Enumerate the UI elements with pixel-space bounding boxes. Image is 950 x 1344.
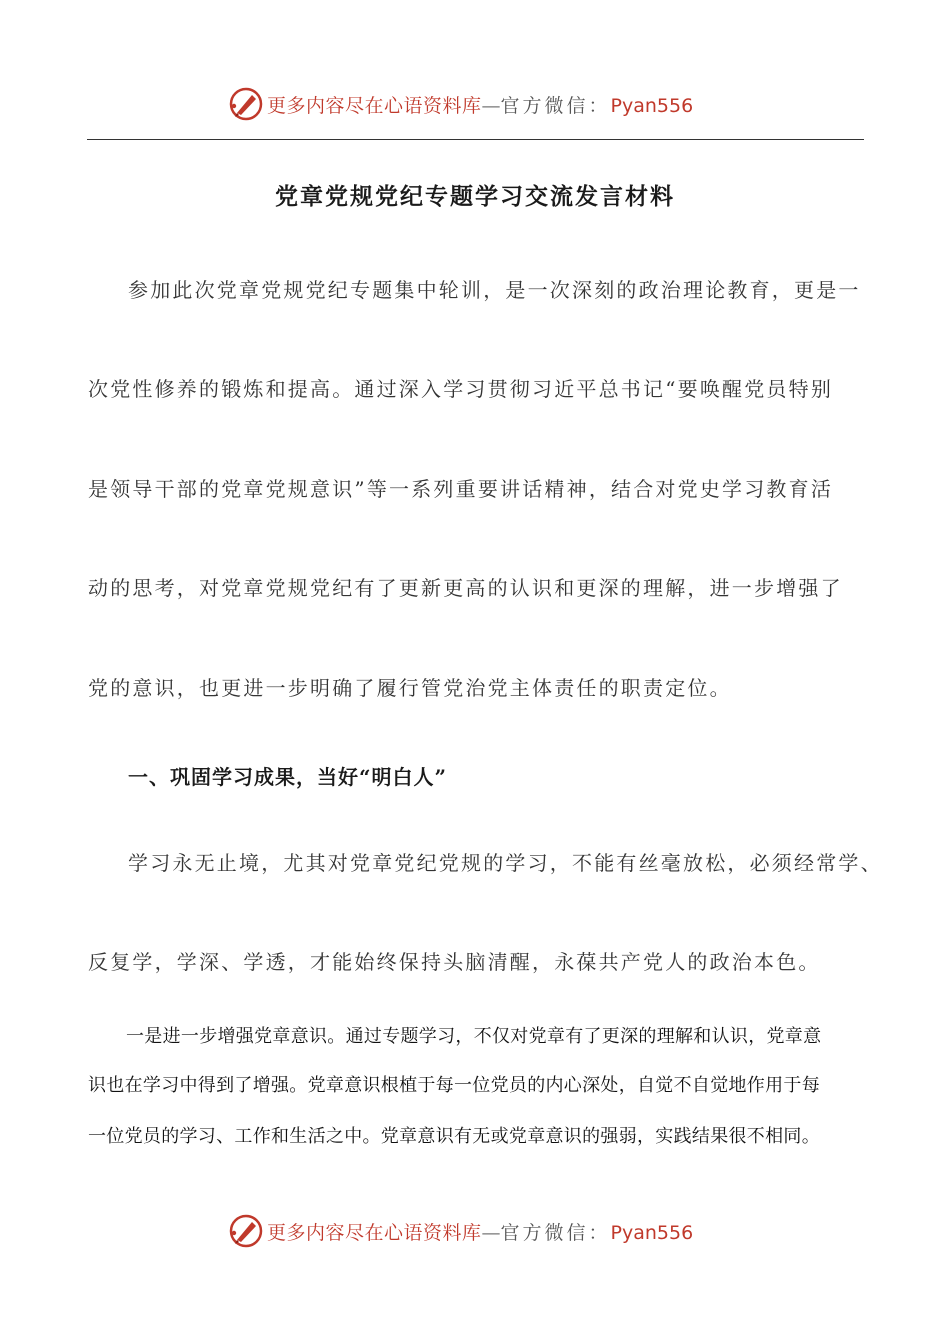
intro-line-5: 党的意识，也更进一步明确了履行管党治党主体责任的职责定位。 <box>88 676 732 700</box>
banner-wechat-id: Pyan556 <box>610 95 694 117</box>
intro-line-1: 参加此次党章党规党纪专题集中轮训，是一次深刻的政治理论教育，更是一 <box>128 278 861 302</box>
footer-banner <box>0 1211 950 1251</box>
banner-text <box>267 91 693 118</box>
header-divider <box>87 139 864 140</box>
section-heading-1: 一、巩固学习成果，当好“明白人” <box>128 765 448 789</box>
para3-line-2: 识也在学习中得到了增强。党章意识根植于每一位党员的内心深处，自觉不自觉地作用于每 <box>88 1075 820 1096</box>
banner-wechat-id: Pyan556 <box>610 1222 694 1244</box>
intro-line-2: 次党性修养的锻炼和提高。通过深入学习贯彻习近平总书记“要唤醒党员特别 <box>88 377 834 401</box>
para2-line-1: 学习永无止境，尤其对党章党纪党规的学习，不能有丝毫放松，必须经常学、 <box>128 851 883 875</box>
intro-line-4: 动的思考，对党章党规党纪有了更新更高的认识和更深的理解，进一步增强了 <box>88 576 843 600</box>
banner-dash: — <box>481 1222 501 1244</box>
banner-grey-text: 官方微信： <box>500 95 611 117</box>
banner-red-text: 更多内容尽在心语资料库 <box>267 95 482 117</box>
banner-text <box>267 1218 693 1245</box>
banner-grey-text: 官方微信： <box>500 1222 611 1244</box>
header-banner <box>0 84 950 124</box>
intro-line-3: 是领导干部的党章党规意识”等一系列重要讲话精神，结合对党史学习教育活 <box>88 477 834 501</box>
para2-line-2: 反复学，学深、学透，才能始终保持头脑清醒，永葆共产党人的政治本色。 <box>88 950 821 974</box>
pen-logo-icon <box>228 86 264 122</box>
para3-line-1: 一是进一步增强党章意识。通过专题学习，不仅对党章有了更深的理解和认识，党章意 <box>126 1026 822 1047</box>
banner-dash: — <box>481 95 501 117</box>
pen-logo-icon <box>228 1213 264 1249</box>
banner-red-text: 更多内容尽在心语资料库 <box>267 1222 482 1244</box>
para3-line-3: 一位党员的学习、工作和生活之中。党章意识有无或党章意识的强弱，实践结果很不相同。 <box>88 1126 820 1147</box>
document-title: 党章党规党纪专题学习交流发言材料 <box>275 183 675 210</box>
